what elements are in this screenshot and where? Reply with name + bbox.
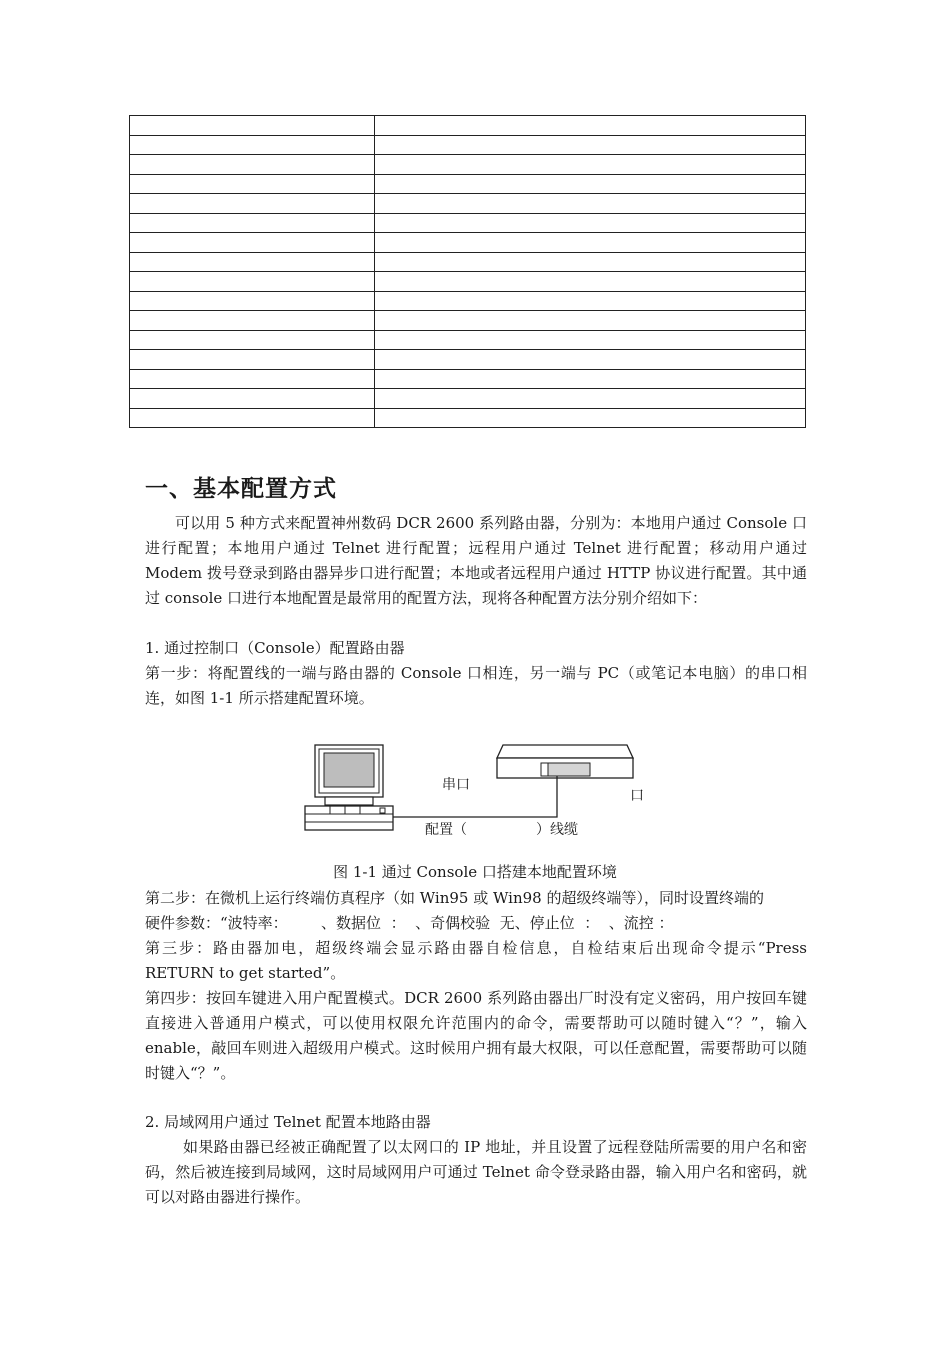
table-row: [130, 408, 806, 428]
table-cell: [130, 135, 375, 155]
step4-paragraph: 第四步：按回车键进入用户配置模式。DCR 2600 系列路由器出厂时没有定义密码，用户按回车键直接进入普通用户模式，可以使用权限允许范围内的命令，需要帮助可以随时键入“？”，输入 enable，敲回车则进入超级用户模式。这时候用户拥有最大权限，可以任意配置，需要帮助可以随时键入“？”。: [145, 989, 807, 1082]
table-cell: [375, 194, 806, 214]
pc-base-icon: [305, 806, 393, 830]
table-row: [130, 291, 806, 311]
blank-table: [129, 115, 806, 428]
sub1-heading: 1. 通过控制口（Console）配置路由器: [145, 639, 405, 657]
sub2-heading: 2. 局域网用户通过 Telnet 配置本地路由器: [145, 1113, 431, 1131]
table-cell: [130, 389, 375, 409]
table-cell: [375, 174, 806, 194]
cable-label-left: 配置（: [425, 822, 467, 838]
table-row: [130, 116, 806, 136]
table-cell: [130, 194, 375, 214]
table-cell: [375, 369, 806, 389]
table-cell: [375, 213, 806, 233]
table-cell: [130, 233, 375, 253]
table-row: [130, 350, 806, 370]
table-cell: [375, 330, 806, 350]
figure-caption: 图 1-1 通过 Console 口搭建本地配置环境: [333, 863, 617, 881]
sub2-paragraph: 如果路由器已经被正确配置了以太网口的 IP 地址，并且设置了远程登陆所需要的用户名和密码，然后被连接到局域网，这时局域网用户可通过 Telnet 命令登录路由器，输入用户名和密码，就可以对路由器进行操作。: [145, 1138, 807, 1206]
table-cell: [130, 350, 375, 370]
table-cell: [130, 311, 375, 331]
table-cell: [130, 116, 375, 136]
table-cell: [375, 350, 806, 370]
table-row: [130, 369, 806, 389]
step2-line2: 硬件参数：“波特率： 、数据位 ： 、奇偶校验 无、停止位 ： 、流控 ：: [145, 914, 674, 932]
blank-table-body: [130, 116, 806, 428]
console-setup-diagram: [300, 740, 650, 840]
section-title: 一、基本配置方式: [145, 476, 337, 502]
table-row: [130, 233, 806, 253]
table-cell: [130, 174, 375, 194]
step3-paragraph: 第三步：路由器加电，超级终端会显示路由器自检信息，自检结束后出现命令提示“Press RETURN to get started”。: [145, 939, 807, 982]
table-cell: [130, 252, 375, 272]
table-row: [130, 135, 806, 155]
intro-paragraph: 可以用 5 种方式来配置神州数码 DCR 2600 系列路由器，分别为：本地用户通过 Console 口进行配置；本地用户通过 Telnet 进行配置；远程用户通过 Telnet 进行配置；移动用户通过 Modem 拨号登录到路由器异步口进行配置；本地或者远程用户通过 HTTP 协议进行配置。其中通过 console 口进行本地配置是最常用的配置方法，现将各种配置方法分别介绍如下：: [145, 514, 807, 607]
step2-line1: 第二步：在微机上运行终端仿真程序（如 Win95 或 Win98 的超级终端等），同时设置终端的: [145, 889, 764, 907]
table-row: [130, 330, 806, 350]
cable-label-right: ）线缆: [536, 822, 578, 838]
table-row: [130, 155, 806, 175]
serial-port-label: 串口: [442, 777, 470, 793]
console-cable: [393, 776, 557, 817]
table-row: [130, 272, 806, 292]
table-cell: [130, 155, 375, 175]
console-port-label: 口: [630, 788, 644, 804]
table-cell: [375, 272, 806, 292]
table-cell: [375, 408, 806, 428]
router-icon: [497, 745, 633, 778]
pc-monitor-icon: [315, 745, 383, 805]
step1-paragraph: 第一步：将配置线的一端与路由器的 Console 口相连，另一端与 PC（或笔记本电脑）的串口相连，如图 1-1 所示搭建配置环境。: [145, 664, 807, 707]
table-row: [130, 213, 806, 233]
table-cell: [375, 155, 806, 175]
table-cell: [375, 389, 806, 409]
table-row: [130, 389, 806, 409]
table-cell: [375, 291, 806, 311]
table-cell: [375, 116, 806, 136]
table-cell: [375, 233, 806, 253]
table-row: [130, 311, 806, 331]
table-cell: [375, 311, 806, 331]
table-row: [130, 252, 806, 272]
table-cell: [130, 272, 375, 292]
table-row: [130, 174, 806, 194]
table-cell: [130, 330, 375, 350]
table-cell: [130, 369, 375, 389]
table-cell: [375, 135, 806, 155]
table-cell: [130, 291, 375, 311]
table-cell: [375, 252, 806, 272]
table-cell: [130, 408, 375, 428]
table-row: [130, 194, 806, 214]
table-cell: [130, 213, 375, 233]
